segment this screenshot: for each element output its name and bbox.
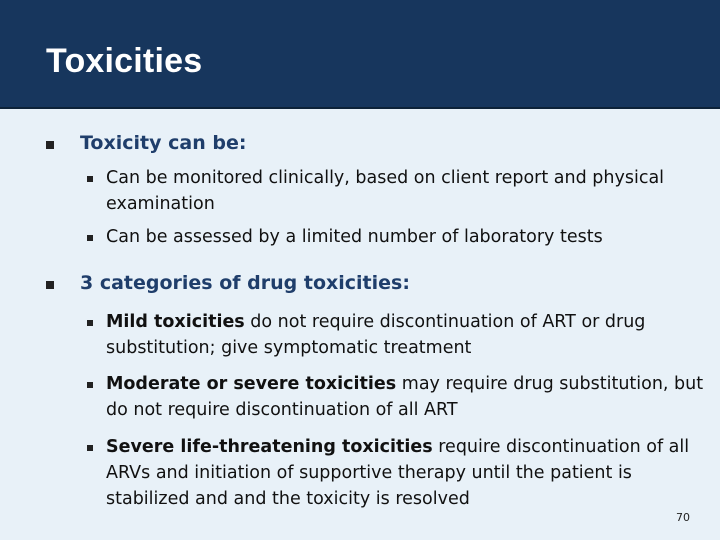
sub-bullet-item (106, 309, 706, 361)
bullet-heading-1: Toxicity can be: (80, 132, 247, 154)
bullet-square-icon (46, 281, 54, 289)
sub-bullet-text: require discontinuation of all ARVs and initiation of supportive therapy until the patient is stabilized and and the toxicity is resolved (106, 437, 690, 509)
page-number: 70 (676, 511, 690, 524)
sub-bullet-square-icon (87, 445, 93, 451)
sub-bullet-bold: Mild toxicities (106, 312, 245, 332)
sub-bullet-text: Can be assessed by a limited number of laboratory tests (106, 227, 603, 247)
sub-bullet-square-icon (87, 320, 93, 326)
bullet-heading-2: 3 categories of drug toxicities: (80, 272, 410, 294)
sub-bullet-bold: Moderate or severe toxicities (106, 374, 397, 394)
sub-bullet-item (106, 224, 706, 250)
sub-bullet-bold: Severe life-threatening toxicities (106, 437, 433, 457)
bullet-square-icon (46, 141, 54, 149)
sub-bullet-item (106, 371, 706, 423)
sub-bullet-item (106, 434, 706, 512)
sub-bullet-square-icon (87, 235, 93, 241)
sub-bullet-text: Can be monitored clinically, based on client report and physical examination (106, 168, 665, 214)
sub-bullet-text: may require drug substitution, but do not require discontinuation of all ART (106, 374, 704, 420)
slide-header (0, 0, 720, 109)
slide-title: Toxicities (46, 42, 203, 80)
sub-bullet-square-icon (87, 382, 93, 388)
sub-bullet-item (106, 165, 706, 217)
sub-bullet-square-icon (87, 176, 93, 182)
sub-bullet-text: do not require discontinuation of ART or drug substitution; give symptomatic treatment (106, 312, 646, 358)
